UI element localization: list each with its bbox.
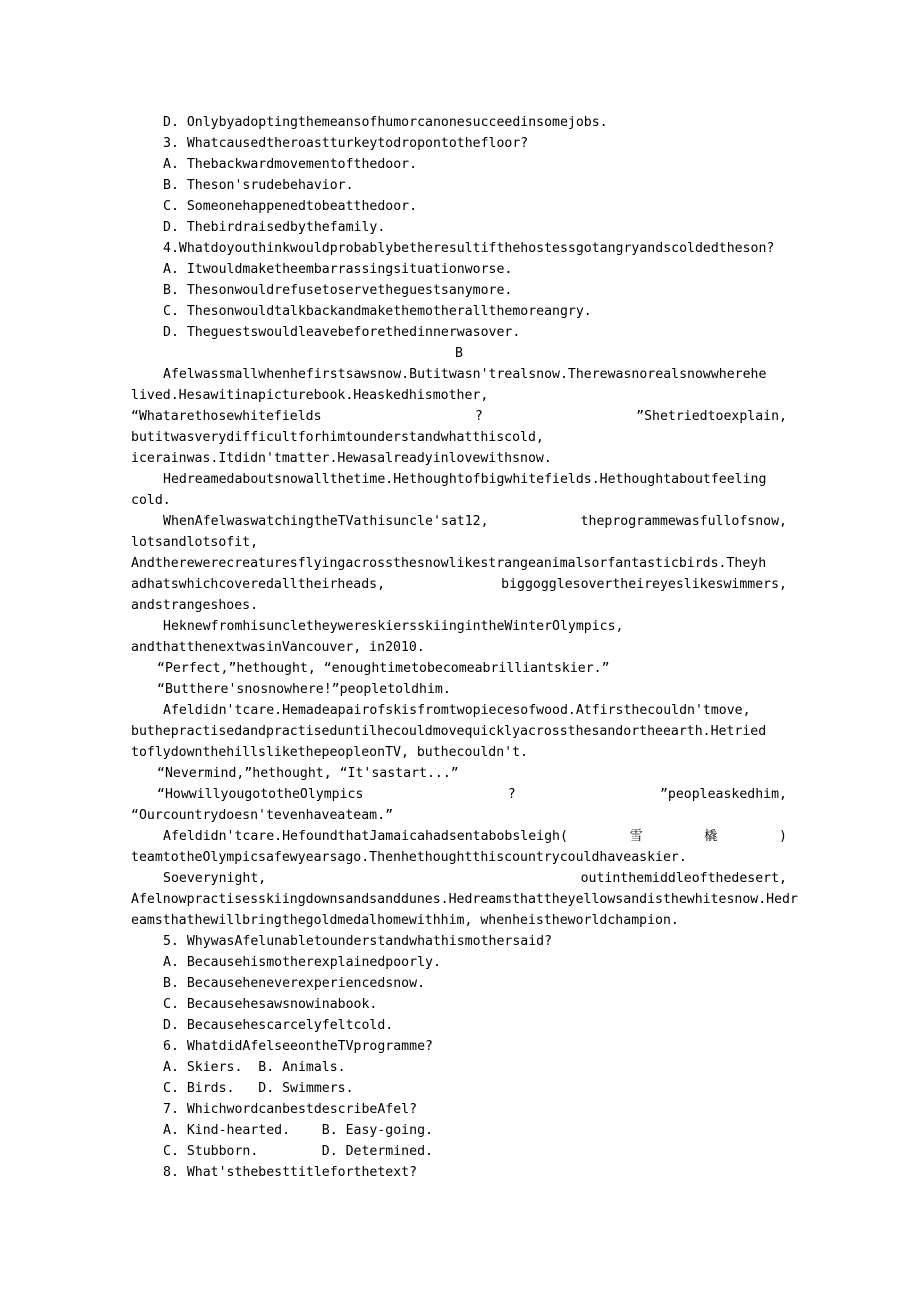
passage-line: “Butthere'snosnowhere!”peopletoldhim.: [157, 682, 451, 697]
questions: [131, 931, 787, 1183]
passage-segment: ?: [507, 787, 516, 802]
option-line: A. Kind-hearted. B. Easy-going.: [163, 1123, 433, 1138]
option-line: C. Becausehesawsnowinabook.: [163, 997, 378, 1012]
passage-segment: 橇: [704, 829, 718, 844]
passage-segment: ”peopleaskedhim,: [659, 787, 787, 802]
passage-segment: biggogglesovertheireyeslikeswimmers,: [501, 577, 787, 592]
question-line: 3. Whatcausedtheroastturkeytodropontothefloor?: [163, 136, 529, 151]
passage-segment: “HowwillyougototheOlympics: [157, 787, 364, 802]
passage-line: andthatthenextwasinVancouver, in2010.: [131, 640, 425, 655]
option-line: A. Skiers. B. Animals.: [163, 1060, 346, 1075]
question-line: 8. What'sthebesttitleforthetext?: [163, 1165, 418, 1180]
passage-line: HeknewfromhisuncletheywereskiersskiingintheWinterOlympics,: [163, 619, 624, 634]
passage-line: toflydownthehillslikethepeopleonTV, buthecouldn't.: [131, 745, 528, 760]
passage-segment: WhenAfelwaswatchingtheTVathisuncle'sat12,: [163, 514, 489, 529]
passage-line: [131, 784, 787, 805]
passage-segment: 雪: [629, 829, 643, 844]
passage-line: [131, 511, 787, 532]
passage-line: Afeldidn'tcare.Hemadeapairofskisfromtwopiecesofwood.Atfirsthecouldn'tmove,: [163, 703, 751, 718]
option-line: C. Someonehappenedtobeatthedoor.: [163, 199, 418, 214]
option-line: B. Thesonwouldrefusetoservetheguestsanymore.: [163, 283, 513, 298]
option-line: A. Itwouldmaketheembarrassingsituationworse.: [163, 262, 513, 277]
passage-line: buthepractisedandpractiseduntilhecouldmovequicklyacrossthesandortheearth.Hetried: [131, 724, 767, 739]
passage-line: eamsthathewillbringthegoldmedalhomewithhim, whenheistheworldchampion.: [131, 913, 679, 928]
passage-line: “Ourcountrydoesn'tevenhaveateam.”: [131, 808, 394, 823]
passage-segment: ”Shetriedtoexplain,: [636, 409, 787, 424]
passage-line: [131, 826, 787, 847]
question-line: 6. WhatdidAfelseeontheTVprogramme?: [163, 1039, 433, 1054]
prev-questions: [131, 112, 787, 343]
passage-line: lotsandlotsofit,: [131, 535, 259, 550]
option-line: D. Thebirdraisedbythefamily.: [163, 220, 386, 235]
option-line: D. Theguestswouldleavebeforethedinnerwasover.: [163, 325, 521, 340]
passage-line: cold.: [131, 493, 171, 508]
option-line: B. Becauseheneverexperiencedsnow.: [163, 976, 426, 991]
option-line: B. Theson'srudebehavior.: [163, 178, 354, 193]
passage-line: [131, 406, 787, 427]
passage-line: butitwasverydifficultforhimtounderstandwhatthiscold,: [131, 430, 544, 445]
passage-line: [131, 868, 787, 889]
option-line: A. Becausehismotherexplainedpoorly.: [163, 955, 441, 970]
passage-segment: Afeldidn'tcare.HefoundthatJamaicahadsentabobsleigh(: [163, 829, 568, 844]
passage-line: Afelnowpractisesskiingdownsandsanddunes.Hedreamsthattheyellowsandisthewhitesnow.Hedr: [131, 892, 798, 907]
option-line: C. Birds. D. Swimmers.: [163, 1081, 354, 1096]
passage-segment: Soeverynight,: [163, 871, 267, 886]
passage-segment: ?: [474, 409, 483, 424]
passage-line: lived.Hesawitinapicturebook.Heaskedhismother,: [131, 388, 489, 403]
passage: [131, 364, 798, 931]
option-line: D. Becausehescarcelyfeltcold.: [163, 1018, 394, 1033]
passage-line: icerainwas.Itdidn'tmatter.Hewasalreadyinlovewithsnow.: [131, 451, 552, 466]
passage-line: teamtotheOlympicsafewyearsago.Thenhethoughtthiscountrycouldhaveaskier.: [131, 850, 687, 865]
passage-line: Afelwassmallwhenhefirstsawsnow.Butitwasn'trealsnow.Therewasnorealsnowwherehe: [163, 367, 767, 382]
option-line: C. Thesonwouldtalkbackandmakethemotherallthemoreangry.: [163, 304, 592, 319]
passage-segment: adhatswhichcoveredalltheirheads,: [131, 577, 386, 592]
option-line: C. Stubborn. D. Determined.: [163, 1144, 433, 1159]
section-heading: B: [455, 346, 463, 361]
option-line: A. Thebackwardmovementofthedoor.: [163, 157, 418, 172]
option-line: D. Onlybyadoptingthemeansofhumorcanonesucceedinsomejobs.: [163, 115, 608, 130]
question-line: 5. WhywasAfelunabletounderstandwhathismothersaid?: [163, 934, 553, 949]
question-line: 7. WhichwordcanbestdescribeAfel?: [163, 1102, 418, 1117]
passage-line: “Nevermind,”hethought, “It'sastart...”: [157, 766, 459, 781]
question-line: 4.Whatdoyouthinkwouldprobablybetheresultifthehostessgotangryandscoldedtheson?: [163, 241, 775, 256]
document-page: [131, 112, 798, 1183]
passage-line: Andtherewerecreaturesflyingacrossthesnowlikestrangeanimalsorfantasticbirds.Theyh: [131, 556, 767, 571]
passage-line: andstrangeshoes.: [131, 598, 259, 613]
passage-line: “Perfect,”hethought, “enoughtimetobecomeabrilliantskier.”: [157, 661, 610, 676]
passage-line: Hedreamedaboutsnowallthetime.Hethoughtofbigwhitefields.Hethoughtaboutfeeling: [163, 472, 767, 487]
passage-segment: “Whatarethosewhitefields: [131, 409, 322, 424]
passage-segment: theprogrammewasfullofsnow,: [580, 514, 787, 529]
passage-line: [131, 574, 787, 595]
passage-segment: outinthemiddleofthedesert,: [580, 871, 787, 886]
passage-segment: ): [779, 829, 787, 844]
